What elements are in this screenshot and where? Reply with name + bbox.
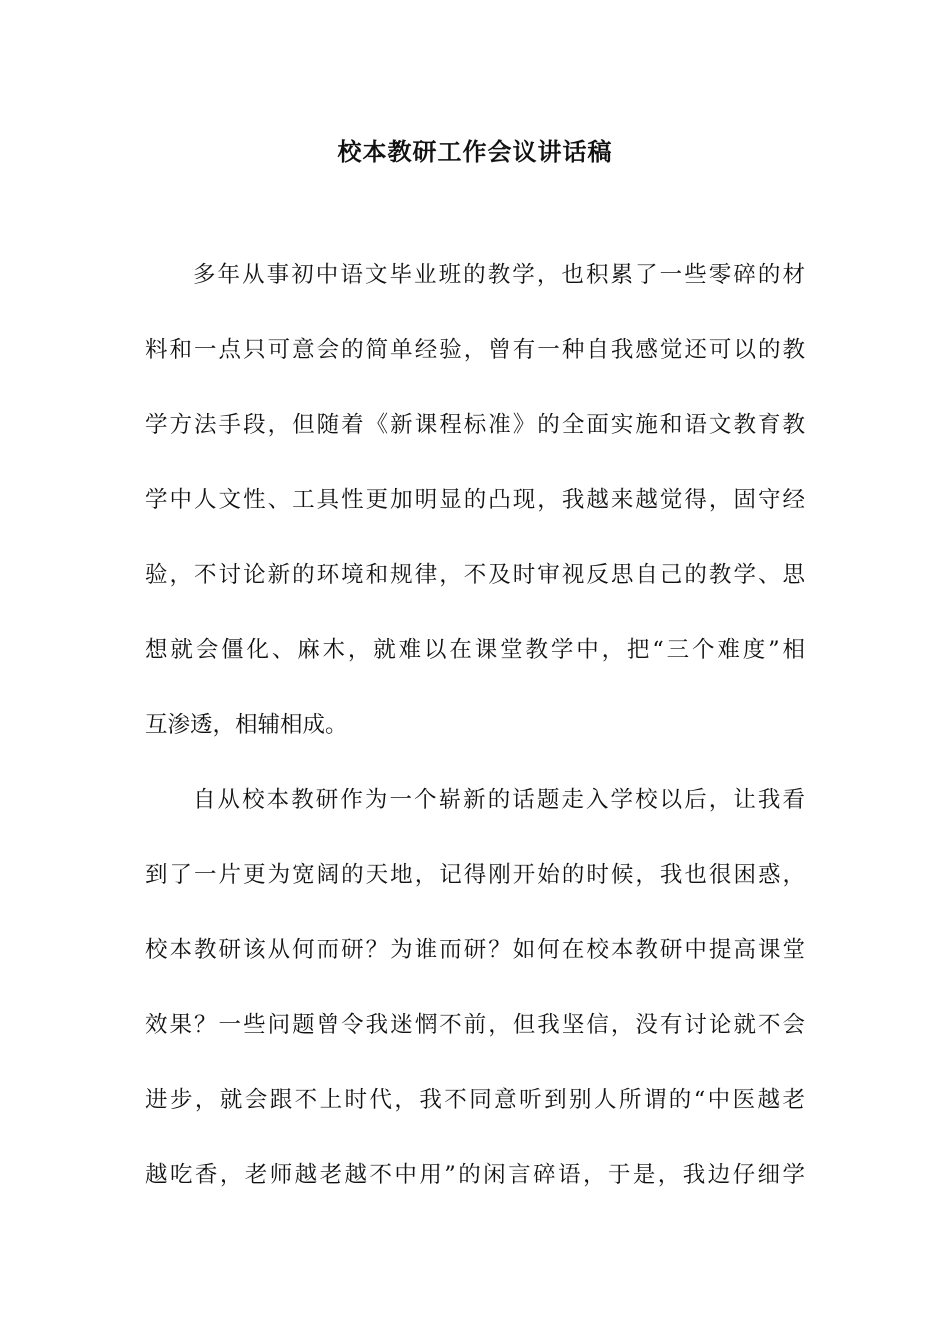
- document-title: 校本教研工作会议讲话稿: [337, 137, 613, 166]
- paragraph-line: 多年从事初中语文毕业班的教学，也积累了一些零碎的材: [193, 262, 805, 288]
- paragraph-line: 自从校本教研作为一个崭新的话题走入学校以后，让我看: [193, 787, 805, 813]
- paragraph-line: 互渗透，相辅相成。: [145, 712, 348, 738]
- paragraph-line: 验，不讨论新的环境和规律，不及时审视反思自己的教学、思: [145, 562, 805, 588]
- paragraph-line: 到了一片更为宽阔的天地，记得刚开始的时候，我也很困惑，: [145, 862, 805, 888]
- paragraph-line: 校本教研该从何而研？为谁而研？如何在校本教研中提高课堂: [145, 937, 805, 963]
- paragraph-line: 学中人文性、工具性更加明显的凸现，我越来越觉得，固守经: [145, 487, 805, 513]
- paragraph-line: 越吃香，老师越老越不中用”的闲言碎语，于是，我边仔细学: [145, 1162, 805, 1188]
- paragraph-line: 想就会僵化、麻木，就难以在课堂教学中，把“三个难度”相: [145, 637, 805, 663]
- paragraph-line: 学方法手段，但随着《新课程标准》的全面实施和语文教育教: [145, 412, 805, 438]
- paragraph-line: 进步，就会跟不上时代，我不同意听到别人所谓的“中医越老: [145, 1087, 805, 1113]
- paragraph-line: 效果？一些问题曾令我迷惘不前，但我坚信，没有讨论就不会: [145, 1012, 805, 1038]
- paragraph-line: 料和一点只可意会的简单经验，曾有一种自我感觉还可以的教: [145, 337, 805, 363]
